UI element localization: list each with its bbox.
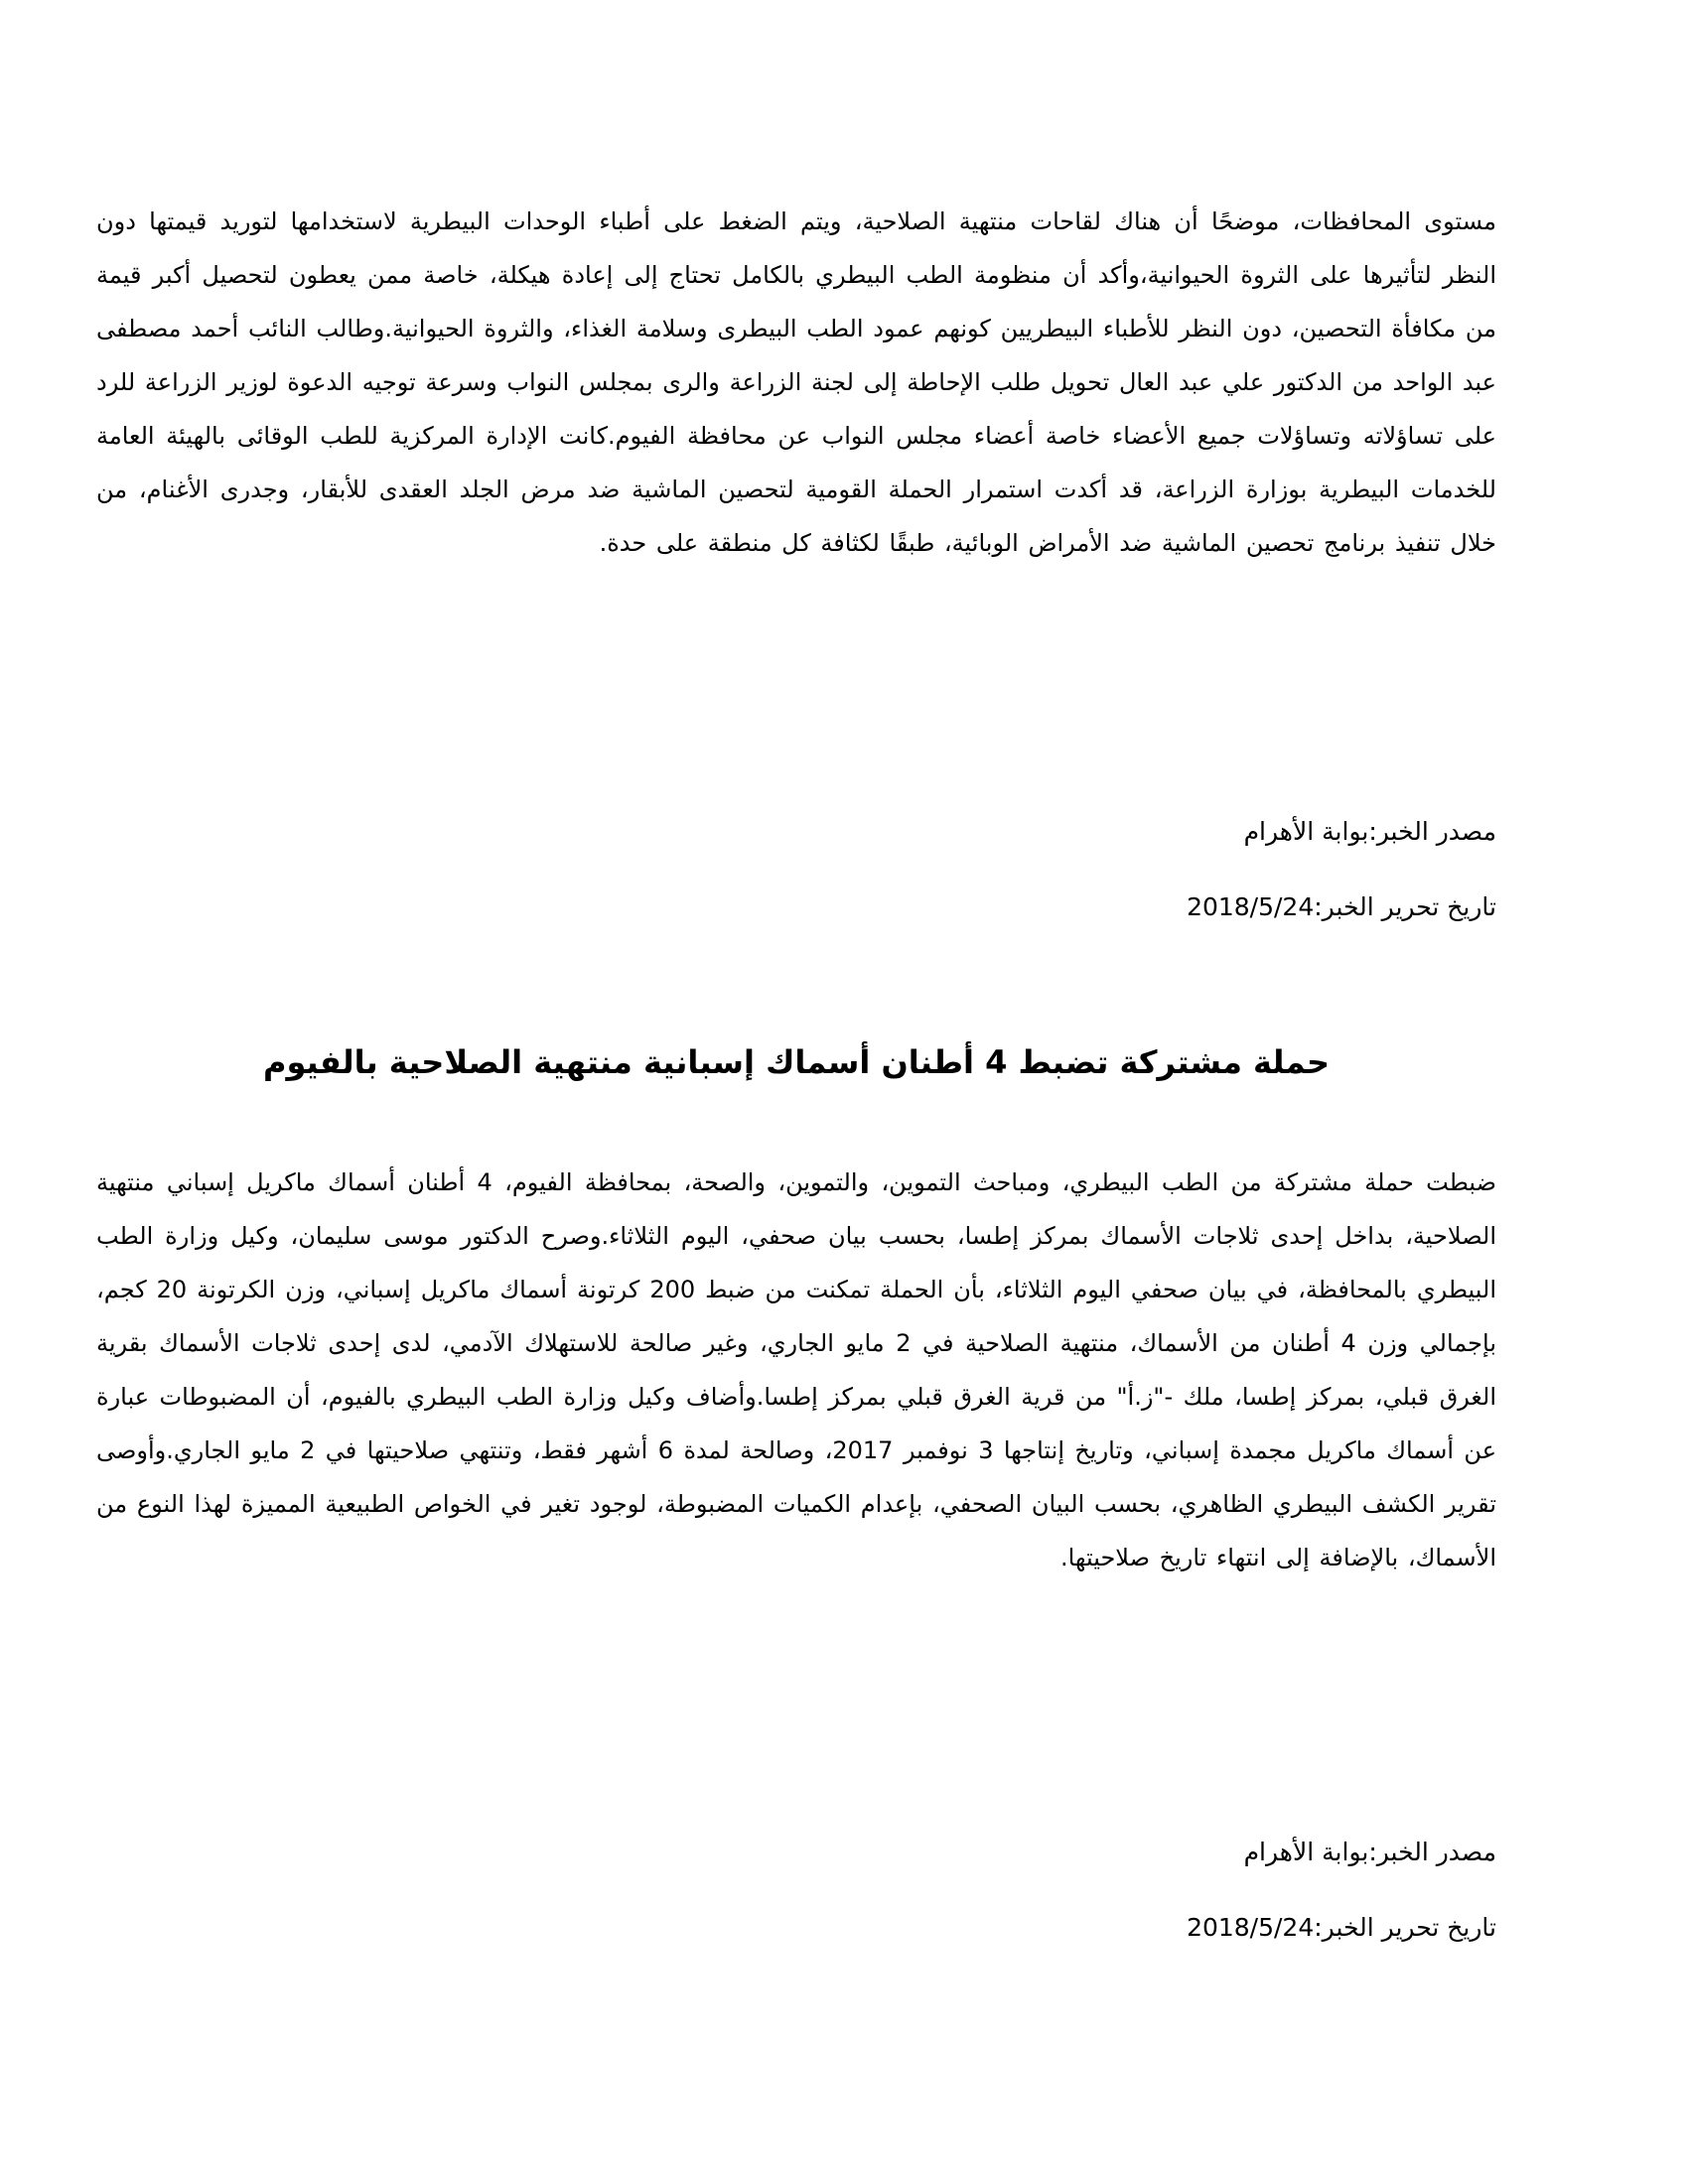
- date-label: تاريخ تحرير الخبر:: [1314, 1913, 1496, 1942]
- article-2-headline: حملة مشتركة تضبط 4 أطنان أسماك إسبانية منتهية الصلاحية بالفيوم: [262, 1043, 1330, 1081]
- source-label: مصدر الخبر:: [1368, 817, 1496, 846]
- source-value: بوابة الأهرام: [1243, 817, 1369, 846]
- date-value: 2018/5/24: [1187, 1913, 1315, 1942]
- article-1: [96, 195, 1496, 570]
- article-2-date: [96, 1912, 1496, 1944]
- article-2: [96, 1156, 1496, 1584]
- article-1-body: مستوى المحافظات، موضحًا أن هناك لقاحات منتهية الصلاحية، ويتم الضغط على أطباء الوحدات البيطرية لاستخدامها لتوريد قيمتها دون النظر لتأثيرها على الثروة الحيوانية،وأكد أن منظومة الطب البيطري بالكامل تحتاج إلى إعادة هيكلة، خاصة ممن يعطون لتحصيل أكبر قيمة من مكافأة التحصين، دون النظر للأطباء البيطريين كونهم عمود الطب البيطرى وسلامة الغذاء، والثروة الحيوانية.وطالب النائب أحمد مصطفى عبد الواحد من الدكتور علي عبد العال تحويل طلب الإحاطة إلى لجنة الزراعة والرى بمجلس النواب وسرعة توجيه الدعوة لوزير الزراعة للرد على تساؤلاته وتساؤلات جميع الأعضاء خاصة أعضاء مجلس النواب عن محافظة الفيوم.كانت الإدارة المركزية للطب الوقائى بالهيئة العامة للخدمات البيطرية بوزارة الزراعة، قد أكدت استمرار الحملة القومية لتحصين الماشية ضد مرض الجلد العقدى للأبقار، وجدرى الأغنام، من خلال تنفيذ برنامج تحصين الماشية ضد الأمراض الوبائية، طبقًا لكثافة كل منطقة على حدة.: [96, 207, 1496, 557]
- article-2-body: ضبطت حملة مشتركة من الطب البيطري، ومباحث التموين، والتموين، والصحة، بمحافظة الفيوم، 4 أطنان أسماك ماكريل إسباني منتهية الصلاحية، بداخل إحدى ثلاجات الأسماك بمركز إطسا، بحسب بيان صحفي، اليوم الثلاثاء.وصرح الدكتور موسى سليمان، وكيل وزارة الطب البيطري بالمحافظة، في بيان صحفي اليوم الثلاثاء، بأن الحملة تمكنت من ضبط 200 كرتونة أسماك ماكريل إسباني، وزن الكرتونة 20 كجم، بإجمالي وزن 4 أطنان من الأسماك، منتهية الصلاحية في 2 مايو الجاري، وغير صالحة للاستهلاك الآدمي، لدى إحدى ثلاجات الأسماك بقرية الغرق قبلي، بمركز إطسا، ملك -"ز.أ" من قرية الغرق قبلي بمركز إطسا.وأضاف وكيل وزارة الطب البيطري بالفيوم، أن المضبوطات عبارة عن أسماك ماكريل مجمدة إسباني، وتاريخ إنتاجها 3 نوفمبر 2017، وصالحة لمدة 6 أشهر فقط، وتنتهي صلاحيتها في 2 مايو الجاري.وأوصى تقرير الكشف البيطري الظاهري، بحسب البيان الصحفي، بإعدام الكميات المضبوطة، لوجود تغير في الخواص الطبيعية المميزة لهذا النوع من الأسماك، بالإضافة إلى انتهاء تاريخ صلاحيتها.: [96, 1168, 1497, 1571]
- article-2-source: [96, 1837, 1496, 1868]
- article-1-source: [96, 816, 1496, 848]
- date-label: تاريخ تحرير الخبر:: [1314, 892, 1496, 921]
- source-value: بوابة الأهرام: [1243, 1838, 1369, 1866]
- source-label: مصدر الخبر:: [1368, 1838, 1496, 1866]
- article-2-headline-wrap: [96, 1042, 1496, 1082]
- article-1-date: [96, 891, 1496, 923]
- date-value: 2018/5/24: [1187, 892, 1315, 921]
